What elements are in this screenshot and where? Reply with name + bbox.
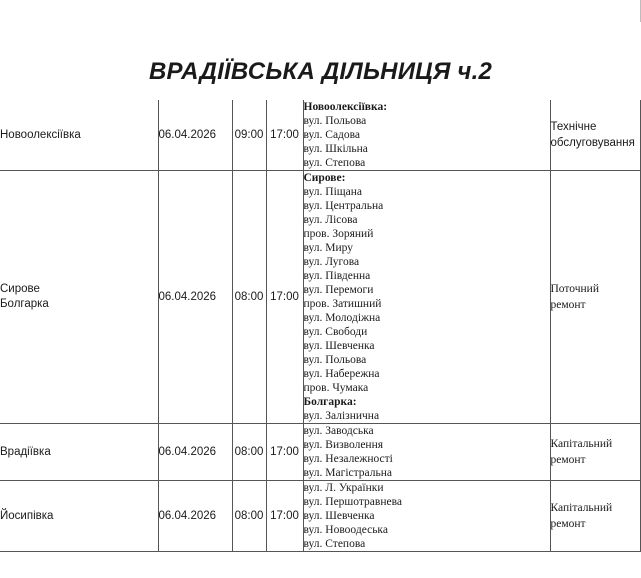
start-time-cell: 08:00 <box>232 171 266 424</box>
date-cell: 06.04.2026 <box>158 171 232 424</box>
end-time-cell: 17:00 <box>266 100 303 171</box>
work-type-text: Капітальний <box>550 502 613 514</box>
streets-cell <box>303 481 550 552</box>
outage-schedule-table <box>0 100 641 552</box>
streets-cell <box>303 100 550 171</box>
street-item: вул. Польова <box>303 354 367 366</box>
street-item: вул. Садова <box>303 129 361 141</box>
street-item: вул. Шкільна <box>303 143 368 155</box>
street-item: вул. Південна <box>303 270 371 282</box>
start-time-cell: 08:00 <box>232 424 266 481</box>
work-type-text: ремонт <box>550 518 586 530</box>
settlement-heading: Сирове: <box>303 172 346 184</box>
table-row <box>0 171 640 424</box>
end-time-cell: 17:00 <box>266 424 303 481</box>
work-type-text: обслуговування <box>550 137 635 149</box>
start-time-cell: 08:00 <box>232 481 266 552</box>
street-item: вул. Лісова <box>303 214 358 226</box>
streets-cell <box>303 424 550 481</box>
street-item: вул. Набережна <box>303 368 380 380</box>
page-title: ВРАДІЇВСЬКА ДІЛЬНИЦЯ ч.2 <box>148 58 493 85</box>
settlement-name: Новоолексіївка <box>0 128 81 141</box>
street-item: вул. Залізнична <box>303 410 380 422</box>
street-item: вул. Перемоги <box>303 284 374 296</box>
street-item: вул. Магістральна <box>303 467 392 479</box>
settlement-name: Сирове <box>0 283 40 295</box>
table-row <box>0 424 640 481</box>
work-type-cell <box>550 481 640 552</box>
settlement-heading: Новоолексіївка: <box>303 101 388 113</box>
street-item: вул. Степова <box>303 538 366 550</box>
settlement-cell <box>0 424 158 481</box>
street-item: пров. Зоряний <box>303 228 374 240</box>
start-time-cell: 09:00 <box>232 100 266 171</box>
settlement-cell <box>0 171 158 424</box>
street-item: вул. Визволення <box>303 439 384 451</box>
street-item: вул. Шевченка <box>303 340 375 352</box>
street-item: вул. Л. Українки <box>303 482 384 494</box>
work-type-cell <box>550 100 640 171</box>
street-item: вул. Центральна <box>303 200 384 212</box>
settlement-cell <box>0 481 158 552</box>
table-row <box>0 100 640 171</box>
date-cell: 06.04.2026 <box>158 424 232 481</box>
street-item: вул. Незалежності <box>303 453 393 465</box>
page-edge <box>0 0 641 22</box>
work-type-cell <box>550 424 640 481</box>
work-type-text: Капітальний <box>550 438 613 450</box>
settlement-name: Болгарка <box>0 298 49 310</box>
street-item: вул. Польова <box>303 115 367 127</box>
work-type-text: ремонт <box>550 299 586 311</box>
settlement-name: Врадіївка <box>0 445 51 458</box>
work-type-text: Технічне <box>550 121 597 133</box>
street-item: пров. Затишний <box>303 298 382 310</box>
street-item: вул. Степова <box>303 157 366 169</box>
street-item: вул. Свободи <box>303 326 368 338</box>
street-item: вул. Заводська <box>303 425 374 437</box>
street-item: вул. Першотравнева <box>303 496 402 508</box>
work-type-text: Поточний <box>550 283 599 295</box>
settlement-name: Йосипівка <box>0 509 54 522</box>
end-time-cell: 17:00 <box>266 481 303 552</box>
street-item: вул. Молодіжна <box>303 312 381 324</box>
street-item: вул. Миру <box>303 242 353 254</box>
street-item: пров. Чумака <box>303 382 369 394</box>
end-time-cell: 17:00 <box>266 171 303 424</box>
street-item: вул. Піщана <box>303 186 362 198</box>
date-cell: 06.04.2026 <box>158 100 232 171</box>
work-type-text: ремонт <box>550 454 586 466</box>
street-item: вул. Лугова <box>303 256 360 268</box>
streets-cell <box>303 171 550 424</box>
settlement-heading: Болгарка: <box>303 396 357 408</box>
date-cell: 06.04.2026 <box>158 481 232 552</box>
work-type-cell <box>550 171 640 424</box>
street-item: вул. Шевченка <box>303 510 375 522</box>
street-item: вул. Новоодеська <box>303 524 388 536</box>
settlement-cell <box>0 100 158 171</box>
table-row <box>0 481 640 552</box>
